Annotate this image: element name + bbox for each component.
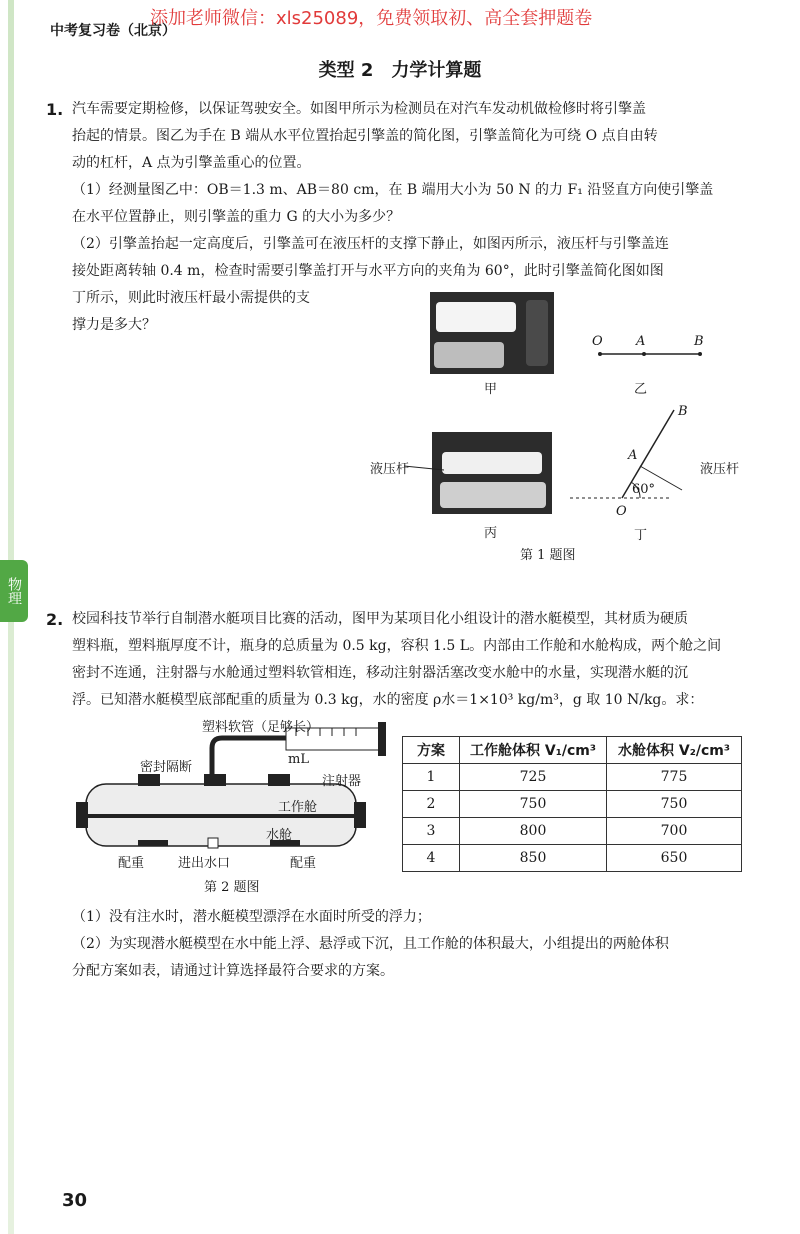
label-b: B	[694, 334, 704, 349]
label-tube: 塑料软管（足够长）	[202, 720, 320, 735]
point-o	[598, 352, 602, 356]
table-row	[403, 791, 742, 818]
cell: 3	[403, 818, 460, 845]
label-seal: 密封隔断	[140, 760, 193, 775]
section-title: 类型 2 力学计算题	[318, 60, 482, 81]
label-o: O	[592, 334, 603, 349]
pointer-line	[404, 456, 444, 476]
q1-line: 丁所示，则此时液压杆最小需提供的支	[72, 290, 310, 306]
float-left	[138, 774, 160, 786]
q1-line: （2）引擎盖抬起一定高度后，引擎盖可在液压杆的支撑下静止，如图丙所示，液压杆与引擎盖连	[72, 236, 669, 252]
float-right	[268, 774, 290, 786]
car-body	[434, 342, 504, 368]
q1-line: 接处距离转轴 0.4 m，检查时需要引擎盖打开与水平方向的夹角为 60°，此时引擎盖简化图如图	[72, 263, 664, 279]
fig2-caption: 第 2 题图	[204, 880, 260, 895]
plan-table	[402, 736, 742, 872]
label-water: 水舱	[266, 828, 293, 843]
q1-line: （1）经测量图乙中：OB＝1.3 m、AB＝80 cm，在 B 端用大小为 50 N 的力 F₁ 沿竖直方向使引擎盖	[72, 182, 714, 198]
cell: 1	[403, 764, 460, 791]
label-jia: 甲	[484, 382, 498, 397]
label-o-ding: O	[616, 504, 627, 519]
book-header: 中考复习卷（北京）	[50, 23, 176, 39]
th-work-volume: 工作舱体积 V₁/cm³	[460, 737, 607, 764]
label-work: 工作舱	[278, 800, 318, 815]
cell: 2	[403, 791, 460, 818]
q1-line: 汽车需要定期检修，以保证驾驶安全。如图甲所示为检测员在对汽车发动机做检修时将引擎盖	[72, 101, 646, 117]
engine-bay	[440, 482, 546, 508]
q2-line: 塑料瓶，塑料瓶厚度不计，瓶身的总质量为 0.5 kg，容积 1.5 L。内部由工作舱和水舱构成，两个舱之间	[72, 638, 722, 654]
label-syringe: 注射器	[322, 774, 362, 789]
cell: 750	[460, 791, 607, 818]
cell: 775	[607, 764, 742, 791]
label-angle: 60°	[632, 482, 656, 497]
label-hydraulic-right: 液压杆	[700, 462, 740, 477]
th-water-volume: 水舱体积 V₂/cm³	[607, 737, 742, 764]
fig1-caption: 第 1 题图	[520, 548, 576, 563]
label-ml: mL	[288, 752, 309, 767]
label-hydraulic-left: 液压杆	[370, 462, 410, 477]
point-a	[642, 352, 646, 356]
q2-line: 校园科技节举行自制潜水艇项目比赛的活动，图甲为某项目化小组设计的潜水艇模型，其材质为硬质	[72, 611, 688, 627]
q2-line: 浮。已知潜水艇模型底部配重的质量为 0.3 kg，水的密度 ρ水＝1×10³ kg/m³，g 取 10 N/kg。求：	[72, 692, 704, 708]
q2-sub1: （1）没有注水时，潜水艇模型漂浮在水面时所受的浮力；	[72, 909, 431, 925]
cell: 750	[607, 791, 742, 818]
cell: 725	[460, 764, 607, 791]
label-b-ding: B	[678, 404, 688, 419]
promo-banner: 添加老师微信：xls25089，免费领取初、高全套押题卷	[150, 8, 593, 29]
q2-text	[72, 606, 777, 714]
cell: 4	[403, 845, 460, 872]
q2-subquestions	[72, 904, 762, 985]
photo-bing	[432, 432, 552, 514]
q1-line: 撑力是多大？	[72, 317, 156, 333]
table-row	[403, 764, 742, 791]
tube	[212, 738, 286, 780]
q2-sub2-line: 分配方案如表，请通过计算选择最符合要求的方案。	[72, 963, 394, 979]
page-number: 30	[62, 1190, 88, 1211]
technician	[526, 300, 548, 366]
pointer-stroke	[404, 466, 444, 470]
q1-line: 动的杠杆，A 点为引擎盖重心的位置。	[72, 155, 311, 171]
cell: 800	[460, 818, 607, 845]
cell: 700	[607, 818, 742, 845]
q2-number: 2.	[46, 610, 64, 629]
hood-open	[442, 452, 542, 474]
table-header-row	[403, 737, 742, 764]
label-inlet: 进出水口	[178, 856, 231, 871]
table-row	[403, 818, 742, 845]
float-mid	[204, 774, 226, 786]
table-row	[403, 845, 742, 872]
q1-number: 1.	[46, 100, 64, 119]
label-a: A	[636, 334, 646, 349]
q1-line: 在水平位置静止，则引擎盖的重力 G 的大小为多少？	[72, 209, 401, 225]
hood-shape	[436, 302, 516, 332]
inlet	[208, 838, 218, 848]
weight-left	[138, 840, 168, 846]
point-b	[698, 352, 702, 356]
q2-line: 密封不连通，注射器与水舱通过塑料软管相连，移动注射器活塞改变水舱中的水量，实现潜水艇的沉	[72, 665, 688, 681]
label-weight-left: 配重	[118, 856, 145, 871]
cell: 850	[460, 845, 607, 872]
subject-tab: 物理	[0, 560, 28, 622]
q1-line: 抬起的情景。图乙为手在 B 端从水平位置抬起引擎盖的简化图，引擎盖简化为可绕 O 点自由转	[72, 128, 658, 144]
label-yi: 乙	[634, 382, 648, 397]
label-ding: 丁	[634, 528, 648, 543]
plunger	[378, 722, 386, 756]
label-a-ding: A	[628, 448, 638, 463]
th-plan: 方案	[403, 737, 460, 764]
label-bing: 丙	[484, 526, 498, 541]
label-weight-right: 配重	[290, 856, 317, 871]
q1-text	[72, 96, 762, 339]
q2-sub2-line: （2）为实现潜水艇模型在水中能上浮、悬浮或下沉，且工作舱的体积最大，小组提出的两舱体积	[72, 936, 669, 952]
photo-jia	[430, 292, 554, 374]
cell: 650	[607, 845, 742, 872]
